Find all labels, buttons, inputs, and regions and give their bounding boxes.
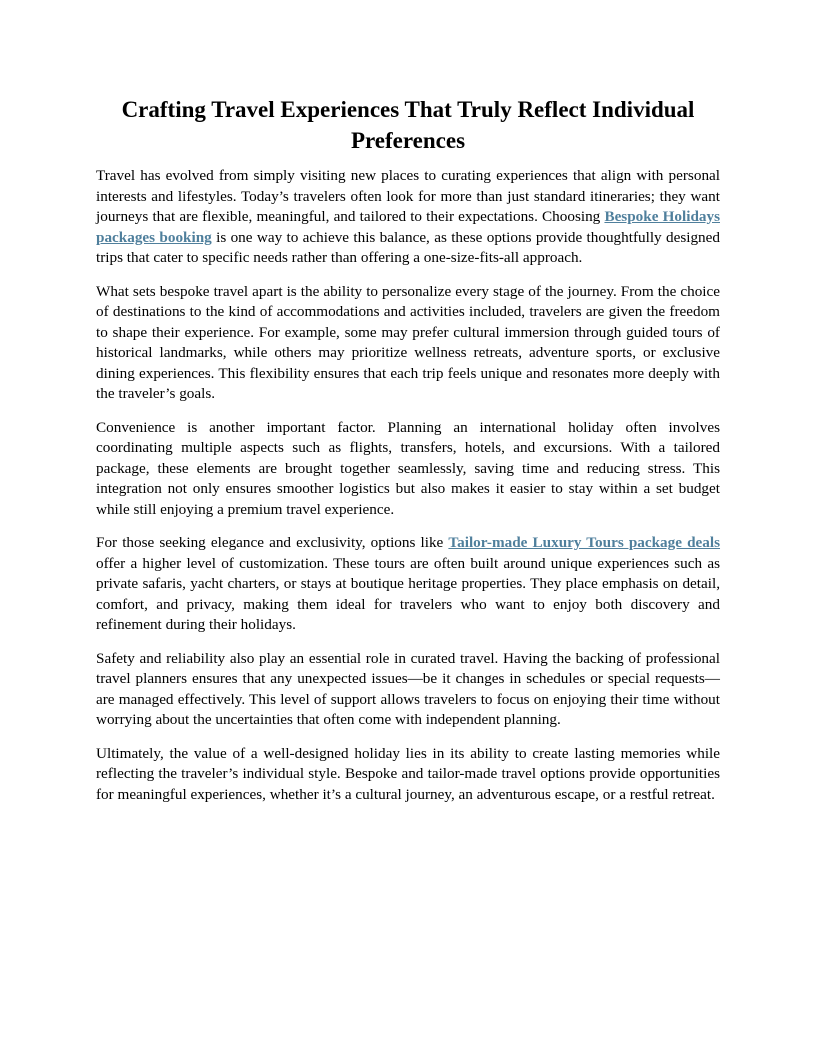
luxury-tours-link[interactable]: Tailor-made Luxury Tours package deals	[448, 534, 721, 551]
document-page	[96, 94, 720, 818]
bespoke-holidays-link[interactable]: Bespoke Holidays packages booking	[96, 208, 720, 246]
paragraph-intro	[96, 166, 720, 269]
paragraph-luxury	[96, 533, 720, 636]
paragraph-intro-text-before: Travel has evolved from simply visiting new places to curating experiences that align with personal interests and lifestyles. Today’s travelers often look for more than just standard itineraries; they want journeys that are flexible, meaningful, and tailored to their expectations. Choosing	[96, 167, 720, 225]
paragraph-conclusion: Ultimately, the value of a well-designed holiday lies in its ability to create lasting memories while reflecting the traveler’s individual style. Bespoke and tailor-made travel options provide opportunities for meaningful experiences, whether it’s a cultural journey, an adventurous escape, or a restful retreat.	[96, 744, 720, 803]
paragraph-safety: Safety and reliability also play an essential role in curated travel. Having the backing of professional travel planners ensures that any unexpected issues—be it changes in schedules or special requests—are managed effectively. This level of support allows travelers to focus on enjoying their time without worrying about the uncertainties that often come with independent planning.	[96, 649, 720, 728]
document-title: Crafting Travel Experiences That Truly Reflect Individual Preferences	[121, 97, 695, 153]
paragraph-luxury-text-before: For those seeking elegance and exclusivity, options like	[96, 534, 449, 551]
paragraph-personalization: What sets bespoke travel apart is the ability to personalize every stage of the journey. From the choice of destinations to the kind of accommodations and activities included, travelers are given the freedom to shape their experience. For example, some may prefer cultural immersion through guided tours of historical landmarks, while others may prioritize wellness retreats, adventure sports, or exclusive dining experiences. This flexibility ensures that each trip feels unique and resonates more deeply with the traveler’s goals.	[96, 282, 720, 402]
paragraph-intro-text-after: is one way to achieve this balance, as these options provide thoughtfully designed trips that cater to specific needs rather than offering a one-size-fits-all approach.	[96, 228, 720, 266]
paragraph-luxury-text-after: offer a higher level of customization. These tours are often built around unique experiences such as private safaris, yacht charters, or stays at boutique heritage properties. They place emphasis on detail, comfort, and privacy, making them ideal for travelers who want to enjoy both discovery and refinement during their holidays.	[96, 554, 720, 633]
paragraph-convenience: Convenience is another important factor. Planning an international holiday often involves coordinating multiple aspects such as flights, transfers, hotels, and excursions. With a tailored package, these elements are brought together seamlessly, saving time and reducing stress. This integration not only ensures smoother logistics but also makes it easier to stay within a set budget while still enjoying a premium travel experience.	[96, 418, 720, 518]
